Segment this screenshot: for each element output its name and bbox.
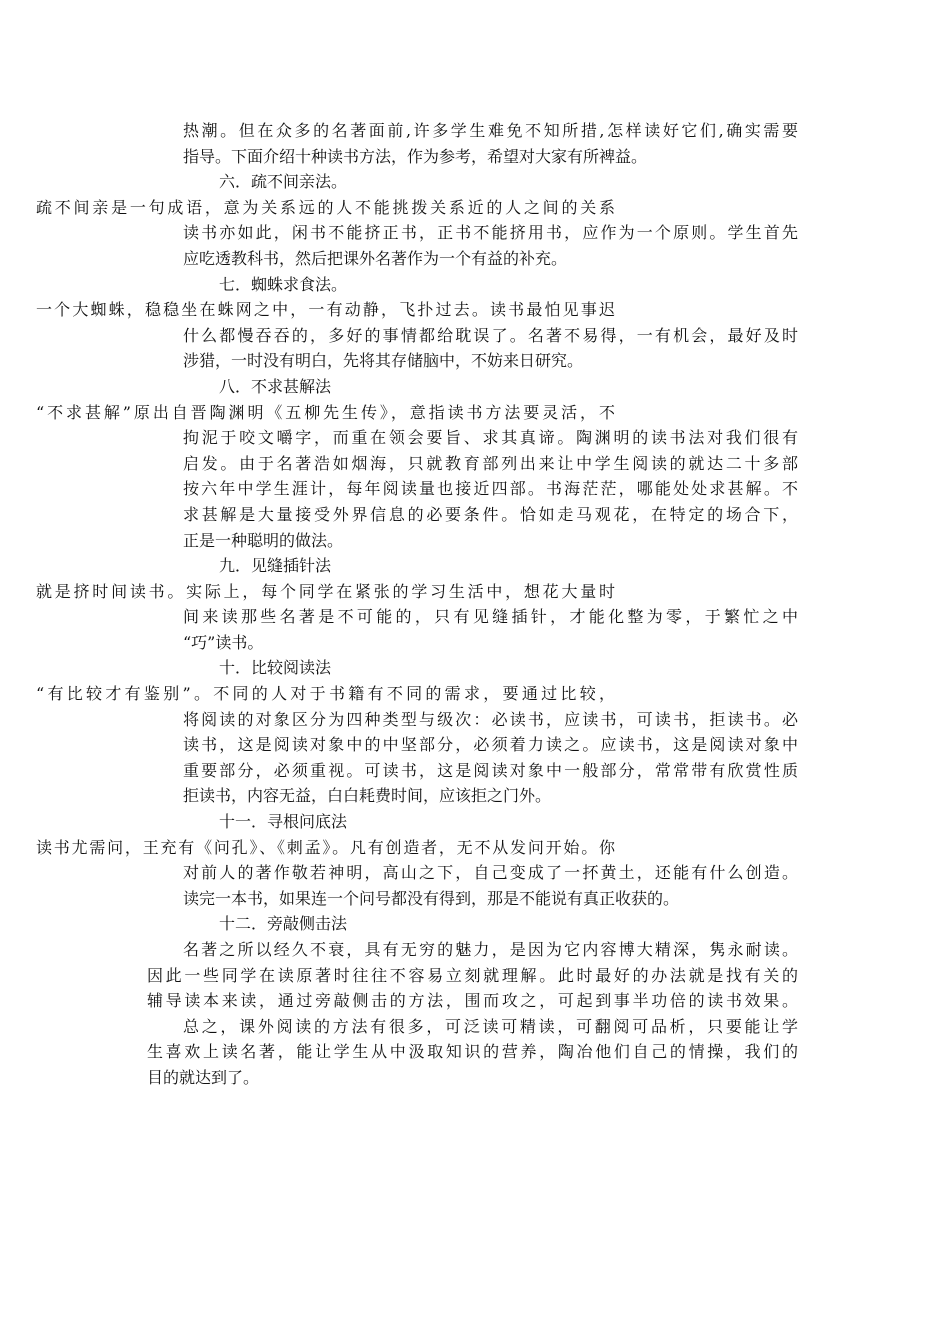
text-line: 正是一种聪明的做法。 xyxy=(183,530,344,550)
text-line: 读完一本书，如果连一个问号都没有得到，那是不能说有真正收获的。 xyxy=(183,888,680,908)
text-line: 总之，课外阅读的方法有很多，可泛读可精读，可翻阅可品析，只要能让学 xyxy=(183,1016,798,1036)
text-line: 什么都慢吞吞的，多好的事情都给耽误了。名著不易得，一有机会，最好及时 xyxy=(183,325,798,345)
text-line: 拘泥于咬文嚼字，而重在领会要旨、求其真谛。陶渊明的读书法对我们很有 xyxy=(183,428,798,448)
conclusion-paragraph xyxy=(0,1014,950,1091)
text-line: 按六年中学生涯计，每年阅读量也接近四部。书海茫茫，哪能处处求甚解。不 xyxy=(183,479,798,499)
section-paragraph xyxy=(0,579,950,656)
section-heading: 八．不求甚解法 xyxy=(219,376,332,396)
section-paragraph xyxy=(0,297,950,374)
text-line: 读书，这是阅读对象中的中坚部分，必须着力读之。应读书，这是阅读对象中 xyxy=(183,735,798,755)
section-paragraph xyxy=(0,195,950,272)
section-heading: 九．见缝插针法 xyxy=(219,556,332,576)
text-line: 疏不间亲是一句成语，意为关系远的人不能挑拨关系近的人之间的关系 xyxy=(36,197,615,217)
text-line: 读书尤需问，王充有《问孔》、《刺孟》。凡有创造者，无不从发问开始。你 xyxy=(36,837,615,857)
text-line: 生喜欢上读名著，能让学生从中汲取知识的营养，陶冶他们自己的情操，我们的 xyxy=(147,1042,798,1062)
text-line: 间来读那些名著是不可能的，只有见缝插针，才能化整为零，于繁忙之中 xyxy=(183,607,798,627)
section-paragraph xyxy=(0,400,950,554)
text-line: 就是挤时间读书。实际上，每个同学在紧张的学习生活中，想花大量时 xyxy=(36,581,615,601)
text-line: 因此一些同学在读原著时往往不容易立刻就理解。此时最好的办法就是找有关的 xyxy=(147,965,798,985)
section-heading: 十二．旁敲侧击法 xyxy=(219,914,348,934)
text-line: 指导。下面介绍十种读书方法，作为参考，希望对大家有所裨益。 xyxy=(183,146,648,166)
section-heading: 六．疏不间亲法。 xyxy=(219,172,348,192)
text-line: 重要部分，必须重视。可读书，这是阅读对象中一般部分，常常带有欣赏性质 xyxy=(183,760,798,780)
document-body xyxy=(0,118,950,1091)
text-line: “巧”读书。 xyxy=(183,632,264,652)
text-line: 拒读书，内容无益，白白耗费时间，应该拒之门外。 xyxy=(183,786,552,806)
text-line: 热潮。但在众多的名著面前,许多学生难免不知所措,怎样读好它们,确实需要 xyxy=(183,121,798,140)
section-paragraph xyxy=(0,937,950,1014)
text-line: 启发。由于名著浩如烟海，只就教育部列出来让中学生阅读的就达二十多部 xyxy=(183,453,798,473)
intro-paragraph xyxy=(0,118,950,169)
text-line: 一个大蜘蛛，稳稳坐在蛛网之中，一有动静，飞扑过去。读书最怕见事迟 xyxy=(36,300,615,320)
section-paragraph xyxy=(0,681,950,809)
text-line: 应吃透教科书，然后把课外名著作为一个有益的补充。 xyxy=(183,248,568,268)
text-line: 读书亦如此，闲书不能挤正书，正书不能挤用书，应作为一个原则。学生首先 xyxy=(183,223,798,243)
text-line: 将阅读的对象区分为四种类型与级次：必读书，应读书，可读书，拒读书。必 xyxy=(183,709,798,729)
text-line: 涉猎，一时没有明白，先将其存储脑中，不妨来日研究。 xyxy=(183,351,584,371)
section-heading: 十一．寻根问底法 xyxy=(219,812,348,832)
section-heading: 七．蜘蛛求食法。 xyxy=(219,274,348,294)
text-line: 求甚解是大量接受外界信息的必要条件。恰如走马观花，在特定的场合下， xyxy=(183,504,798,524)
section-paragraph xyxy=(0,835,950,912)
text-line: “不求甚解”原出自晋陶渊明《五柳先生传》，意指读书方法要灵活，不 xyxy=(36,402,615,422)
section-heading: 十．比较阅读法 xyxy=(219,658,332,678)
text-line: 目的就达到了。 xyxy=(147,1067,260,1087)
text-line: 辅导读本来读，通过旁敲侧击的方法，围而攻之，可起到事半功倍的读书效果。 xyxy=(147,991,798,1011)
text-line: 名著之所以经久不衰，具有无穷的魅力，是因为它内容博大精深，隽永耐读。 xyxy=(183,940,798,959)
text-line: “有比较才有鉴别”。不同的人对于书籍有不同的需求，要通过比较， xyxy=(36,684,615,704)
text-line: 对前人的著作敬若神明，高山之下，自己变成了一抔黄土，还能有什么创造。 xyxy=(183,863,798,883)
